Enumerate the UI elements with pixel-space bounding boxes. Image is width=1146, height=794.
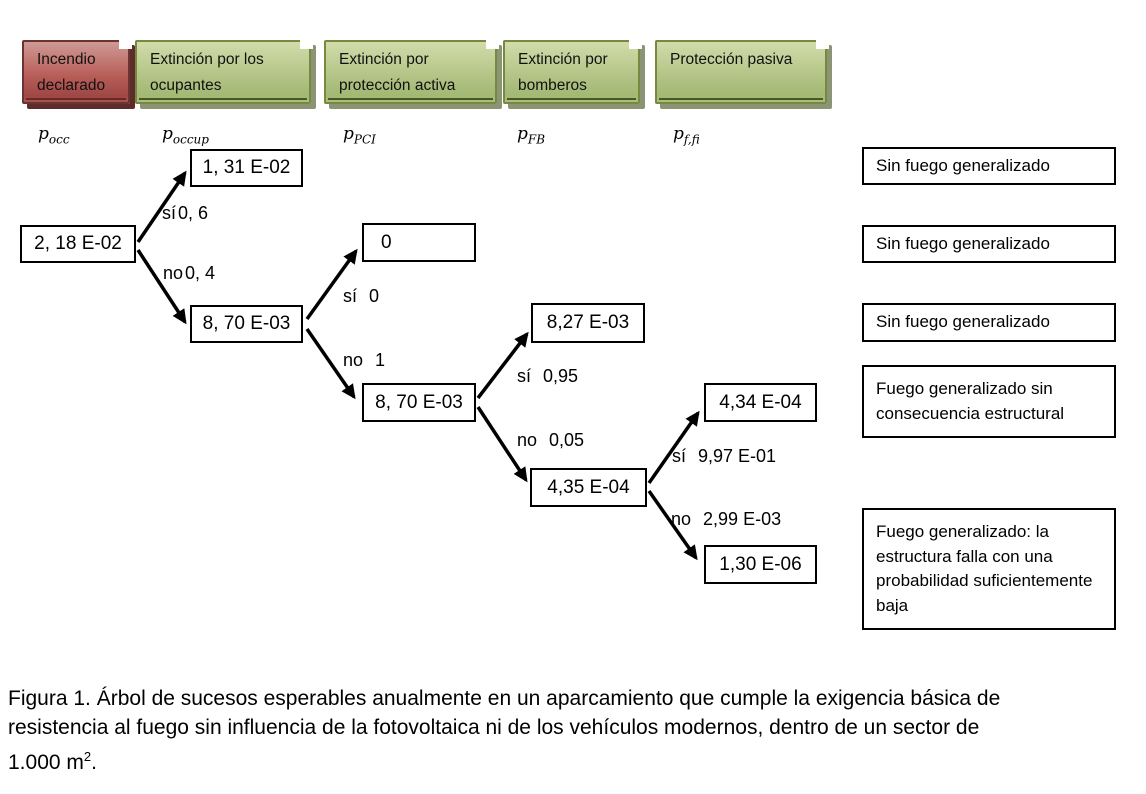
prob-symbol-fb: $p_{FB}$ bbox=[517, 124, 546, 147]
caption-line3: 1.000 $m^2$. bbox=[8, 749, 97, 774]
branch-probability: 0,05 bbox=[549, 430, 585, 450]
stage-label: Protección pasiva bbox=[670, 51, 793, 68]
branch-probability: 0 bbox=[369, 286, 380, 306]
arrow-pci-yes bbox=[307, 251, 356, 319]
branch-decision: no bbox=[517, 430, 538, 450]
branch-label-pci-no bbox=[343, 350, 385, 371]
outcome-text: Fuego generalizado sin consecuencia estructural bbox=[876, 379, 1065, 423]
branch-decision: no bbox=[343, 350, 364, 370]
stage-label: Extinción por bomberos bbox=[518, 51, 608, 94]
node-pasiva-no: 1,30 E-06 bbox=[704, 545, 817, 584]
branch-label-pasiva-no bbox=[671, 509, 781, 530]
branch-decision: sí bbox=[162, 203, 177, 223]
prob-symbol-ffi: $p_{f,fi}$ bbox=[673, 124, 700, 147]
stage-label: Incendio declarado bbox=[37, 51, 106, 94]
node-pasiva-yes: 4,34 E-04 bbox=[704, 383, 817, 422]
branch-probability: 0,95 bbox=[543, 366, 579, 386]
branch-label-bomberos-yes bbox=[517, 366, 578, 387]
branch-decision: no bbox=[163, 263, 184, 283]
node-occupants-no: 8, 70 E-03 bbox=[190, 305, 303, 343]
prob-symbol-occup: $p_{occup}$ bbox=[162, 124, 209, 147]
prob-symbol-pci: $p_{PCI}$ bbox=[343, 124, 376, 147]
branch-label-occupants-yes bbox=[162, 203, 208, 224]
stage-label: Extinción por protección activa bbox=[339, 51, 456, 94]
node-bomberos-no: 4,35 E-04 bbox=[530, 468, 647, 507]
branch-probability: 0, 4 bbox=[185, 263, 216, 283]
outcome-text: Sin fuego generalizado bbox=[876, 312, 1050, 332]
branch-probability: 1 bbox=[375, 350, 386, 370]
node-pci-yes: 0 bbox=[362, 223, 476, 262]
branch-decision: sí bbox=[672, 446, 687, 466]
branch-label-bomberos-no bbox=[517, 430, 584, 451]
node-root: 2, 18 E-02 bbox=[20, 225, 136, 263]
branch-label-occupants-no bbox=[163, 263, 215, 284]
outcome-text: Sin fuego generalizado bbox=[876, 233, 1050, 253]
branch-decision: sí bbox=[343, 286, 358, 306]
node-pci-no: 8, 70 E-03 bbox=[362, 383, 476, 422]
prob-symbol-occ: $p_{occ}$ bbox=[38, 124, 70, 147]
node-occupants-yes: 1, 31 E-02 bbox=[190, 149, 303, 187]
outcome-text: Sin fuego generalizado bbox=[876, 155, 1050, 175]
branch-probability: 0, 6 bbox=[178, 203, 209, 223]
branch-label-pasiva-yes bbox=[672, 446, 776, 467]
node-bomberos-yes: 8,27 E-03 bbox=[531, 303, 645, 343]
stage-label: Extinción por los ocupantes bbox=[150, 51, 264, 94]
outcome-text: Fuego generalizado: la estructura falla con una probabilidad suficientemente baja bbox=[876, 522, 1093, 615]
branch-decision: sí bbox=[517, 366, 532, 386]
branch-probability: 2,99 E-03 bbox=[703, 509, 782, 529]
arrow-occupants-no bbox=[138, 250, 185, 322]
branch-decision: no bbox=[671, 509, 692, 529]
branch-probability: 9,97 E-01 bbox=[698, 446, 777, 466]
caption-line2: resistencia al fuego sin influencia de la fotovoltaica ni de los vehículos modernos, dentro de un sector de bbox=[8, 716, 980, 739]
branch-label-pci-yes bbox=[343, 286, 379, 307]
caption-line1: Figura 1. Árbol de sucesos esperables anualmente en un aparcamiento que cumple la exigencia básica de bbox=[8, 687, 1001, 710]
